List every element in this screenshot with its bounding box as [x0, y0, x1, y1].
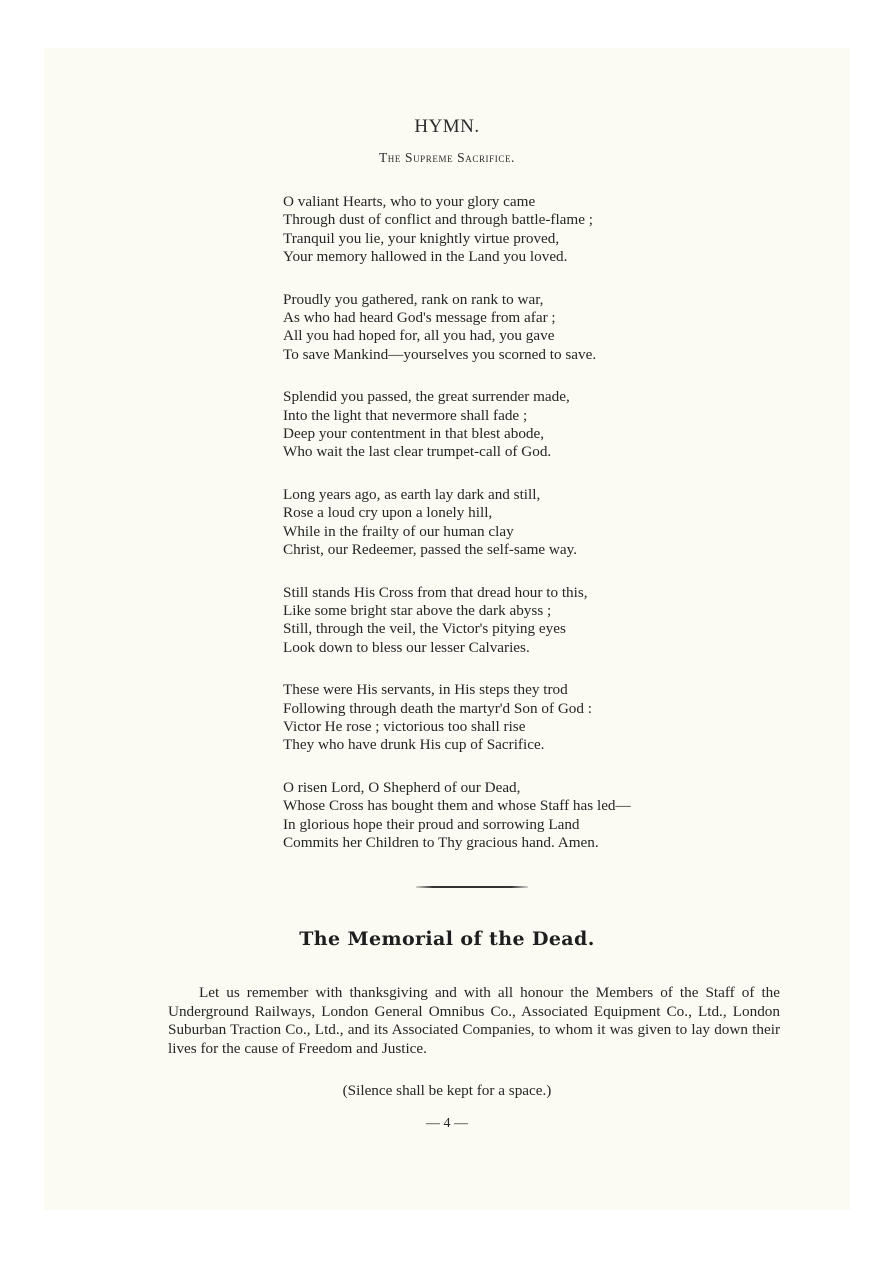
stanza-7 — [283, 779, 703, 852]
stanza-3 — [283, 388, 703, 461]
verse-line: Victor He rose ; victorious too shall rise — [283, 718, 526, 736]
verse-line: Look down to bless our lesser Calvaries. — [283, 638, 530, 656]
section-divider — [416, 886, 528, 888]
memorial-paragraph: Let us remember with thanksgiving and with all honour the Members of the Staff of the Underground Railways, London General Omnibus Co., Associated Equipment Co., Ltd., London Suburban Traction Co., Ltd., and its Associated Companies, to whom it was given to lay down their lives for the cause of Freedom and Justice. — [168, 984, 780, 1057]
verse-line: O valiant Hearts, who to your glory came — [283, 193, 536, 210]
stanza-2 — [283, 291, 703, 364]
page-number: — 4 — — [426, 1116, 468, 1131]
verse-line: Deep your contentment in that blest abode, — [283, 424, 545, 442]
verse-line: O risen Lord, O Shepherd of our Dead, — [283, 779, 521, 797]
verse-line: Who wait the last clear trumpet-call of God. — [283, 443, 552, 461]
memorial-title: The Memorial of the Dead. — [299, 928, 595, 950]
verse-line: Long years ago, as earth lay dark and still, — [283, 486, 541, 504]
verse-line: Into the light that nevermore shall fade ; — [283, 406, 528, 424]
hymn-subtitle: The Supreme Sacrifice. — [378, 150, 516, 165]
verse-line: Still, through the veil, the Victor's pitying eyes — [283, 620, 566, 638]
verse-line: Splendid you passed, the great surrender made, — [283, 388, 570, 406]
verse-line: Proudly you gathered, rank on rank to war, — [283, 290, 544, 308]
stanza-4 — [283, 486, 703, 559]
verse-line: In glorious hope their proud and sorrowing Land — [283, 815, 580, 833]
verse-line: Through dust of conflict and through battle-flame ; — [283, 211, 593, 229]
verse-line: To save Mankind—yourselves you scorned to save. — [283, 345, 597, 363]
verse-line: Like some bright star above the dark abyss ; — [283, 602, 552, 620]
stanza-5 — [283, 584, 703, 657]
document-page — [44, 48, 850, 1210]
verse-line: Your memory hallowed in the Land you loved. — [283, 247, 568, 265]
verse-line: Rose a loud cry upon a lonely hill, — [283, 504, 493, 522]
verse-line: While in the frailty of our human clay — [283, 522, 514, 540]
hymn-verses — [283, 193, 703, 877]
verse-line: As who had heard God's message from afar ; — [283, 308, 556, 326]
stanza-1 — [283, 193, 703, 266]
hymn-title: HYMN. — [414, 116, 480, 137]
verse-line: These were His servants, in His steps they trod — [283, 681, 568, 699]
verse-line: Tranquil you lie, your knightly virtue proved, — [283, 229, 560, 247]
verse-line: Whose Cross has bought them and whose Staff has led— — [283, 797, 631, 815]
verse-line: Still stands His Cross from that dread hour to this, — [283, 583, 588, 601]
verse-line: Commits her Children to Thy gracious hand. Amen. — [283, 834, 599, 852]
stanza-6 — [283, 681, 703, 754]
verse-line: All you had hoped for, all you had, you gave — [283, 327, 555, 345]
verse-line: Following through death the martyr'd Son of God : — [283, 699, 592, 717]
verse-line: They who have drunk His cup of Sacrifice. — [283, 736, 545, 754]
silence-note: (Silence shall be kept for a space.) — [342, 1082, 552, 1099]
verse-line: Christ, our Redeemer, passed the self-same way. — [283, 540, 578, 558]
